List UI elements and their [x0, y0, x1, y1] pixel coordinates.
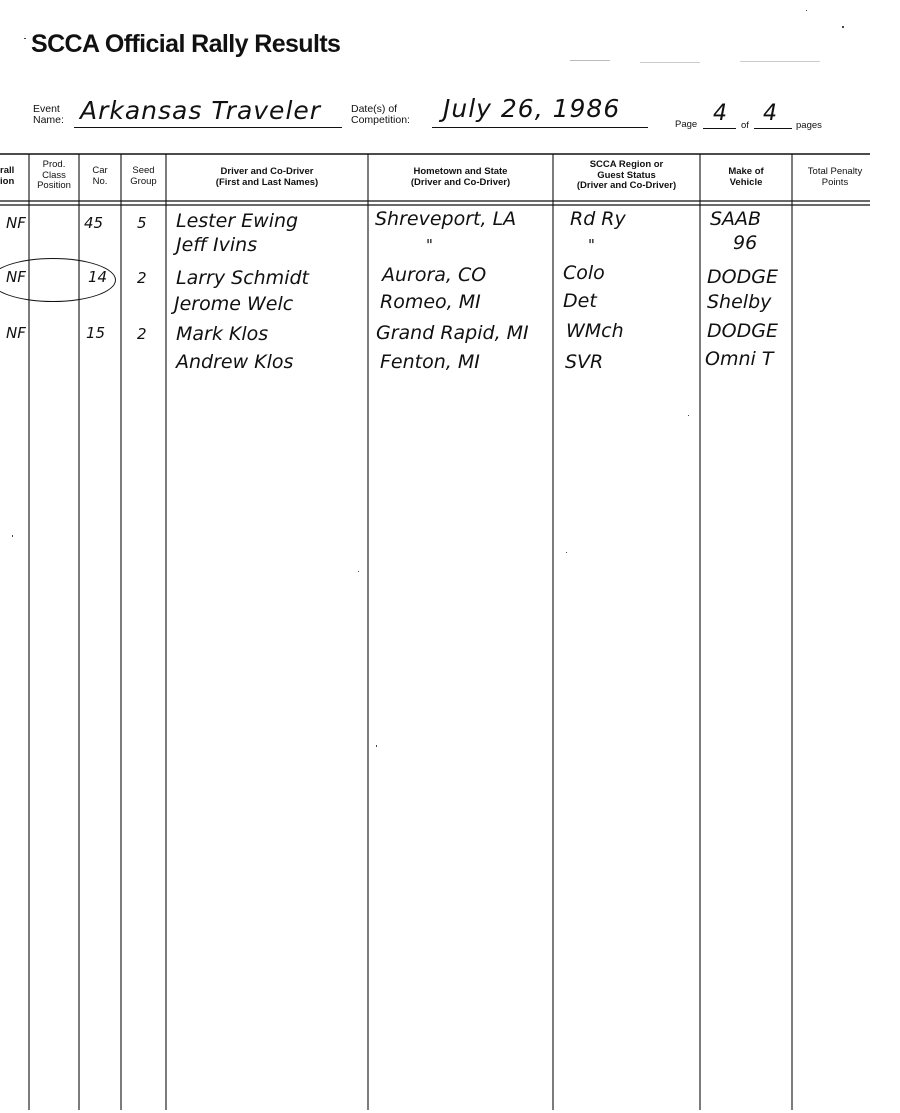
- col-header-line: rall: [0, 165, 15, 176]
- seed-group-cell: 5: [137, 214, 147, 232]
- seed-group-cell: 2: [137, 325, 147, 343]
- overall-position-cell: NF: [6, 324, 26, 342]
- scan-speck: [566, 552, 567, 553]
- codriver-name-cell: Jeff Ivins: [176, 234, 258, 256]
- col-header-driver: [166, 167, 368, 188]
- col-header-line: SCCA Region or: [589, 159, 664, 170]
- hometown-codriver-cell: Romeo, MI: [380, 291, 481, 313]
- driver-name-cell: Larry Schmidt: [176, 267, 309, 289]
- col-header-line: Seed: [132, 165, 155, 176]
- col-header-hometown: [368, 167, 553, 188]
- page-title: SCCA Official Rally Results: [31, 30, 341, 58]
- col-header-line: Total Penalty: [807, 166, 863, 177]
- col-header-line: Car: [92, 165, 108, 176]
- make-line2-cell: 96: [733, 232, 758, 254]
- page-total: 4: [763, 101, 777, 126]
- event-label-line1: Event: [33, 103, 60, 115]
- hometown-driver-cell: Shreveport, LA: [375, 208, 517, 230]
- col-header-line: Driver and Co-Driver: [220, 166, 314, 177]
- col-header-make: [700, 167, 792, 188]
- of-label: of: [741, 120, 749, 131]
- scan-speck: [740, 61, 820, 62]
- col-header-line: (Driver and Co-Driver): [410, 176, 511, 188]
- date-label-line2: Competition:: [351, 114, 410, 126]
- scan-speck: [358, 571, 359, 572]
- col-header-prod-class-position: [29, 160, 79, 192]
- scan-speck: [842, 26, 844, 28]
- col-header-line: Make of: [728, 166, 764, 177]
- hometown-codriver-cell: Fenton, MI: [380, 351, 480, 373]
- region-driver-cell: Rd Ry: [570, 208, 626, 230]
- date-label-line1: Date(s) of: [351, 103, 398, 115]
- region-codriver-cell: ": [588, 236, 595, 254]
- seed-group-cell: 2: [137, 269, 147, 287]
- scan-speck: [376, 745, 377, 747]
- col-header-line: Prod.: [42, 159, 66, 170]
- col-header-line: (Driver and Co-Driver): [576, 180, 677, 191]
- hometown-driver-cell: Aurora, CO: [382, 264, 487, 286]
- hometown-driver-cell: Grand Rapid, MI: [376, 322, 529, 344]
- col-header-line: Points: [821, 176, 849, 188]
- scan-speck: [12, 535, 13, 537]
- make-line2-cell: Shelby: [707, 291, 772, 313]
- scan-speck: [640, 62, 700, 63]
- col-header-region: [553, 160, 700, 192]
- region-codriver-cell: SVR: [565, 351, 604, 373]
- make-line1-cell: DODGE: [707, 320, 778, 342]
- region-codriver-cell: Det: [563, 290, 597, 312]
- codriver-name-cell: Jerome Welc: [174, 293, 294, 315]
- scan-speck: [24, 38, 26, 39]
- scan-speck: [688, 415, 689, 416]
- driver-name-cell: Mark Klos: [176, 323, 269, 345]
- page-number: 4: [713, 101, 727, 126]
- make-line2-cell: Omni T: [705, 348, 774, 370]
- hometown-codriver-cell: ": [426, 236, 433, 254]
- overall-position-cell: NF: [6, 268, 26, 286]
- col-header-line: ion: [0, 175, 15, 187]
- col-header-overall-position: [0, 166, 29, 187]
- overall-position-cell: NF: [6, 214, 26, 232]
- make-line1-cell: SAAB: [710, 208, 762, 230]
- col-header-line: No.: [92, 175, 108, 187]
- car-no-cell: 15: [86, 324, 106, 342]
- col-header-line: Guest Status: [597, 169, 656, 181]
- col-header-line: Hometown and State: [413, 166, 508, 177]
- col-header-line: Position: [37, 180, 71, 191]
- region-driver-cell: WMch: [566, 320, 624, 342]
- event-name-value: Arkansas Traveler: [80, 96, 322, 125]
- pages-label: pages: [796, 120, 822, 131]
- col-header-line: Group: [130, 175, 157, 187]
- page-label: Page: [675, 119, 698, 130]
- car-no-cell: 14: [88, 268, 108, 286]
- col-header-car-no: [79, 166, 121, 187]
- col-header-line: Vehicle: [729, 176, 763, 188]
- col-header-penalty-points: [792, 167, 878, 188]
- scan-speck: [806, 10, 807, 11]
- codriver-name-cell: Andrew Klos: [176, 351, 294, 373]
- scan-speck: [570, 60, 610, 61]
- car-no-cell: 45: [84, 214, 104, 232]
- event-label-line2: Name:: [33, 114, 64, 126]
- driver-name-cell: Lester Ewing: [176, 210, 299, 232]
- date-value: July 26, 1986: [443, 94, 621, 123]
- col-header-seed-group: [121, 166, 166, 187]
- col-header-line: (First and Last Names): [215, 176, 319, 188]
- region-driver-cell: Colo: [563, 262, 605, 284]
- col-header-line: Class: [42, 169, 66, 181]
- make-line1-cell: DODGE: [707, 266, 778, 288]
